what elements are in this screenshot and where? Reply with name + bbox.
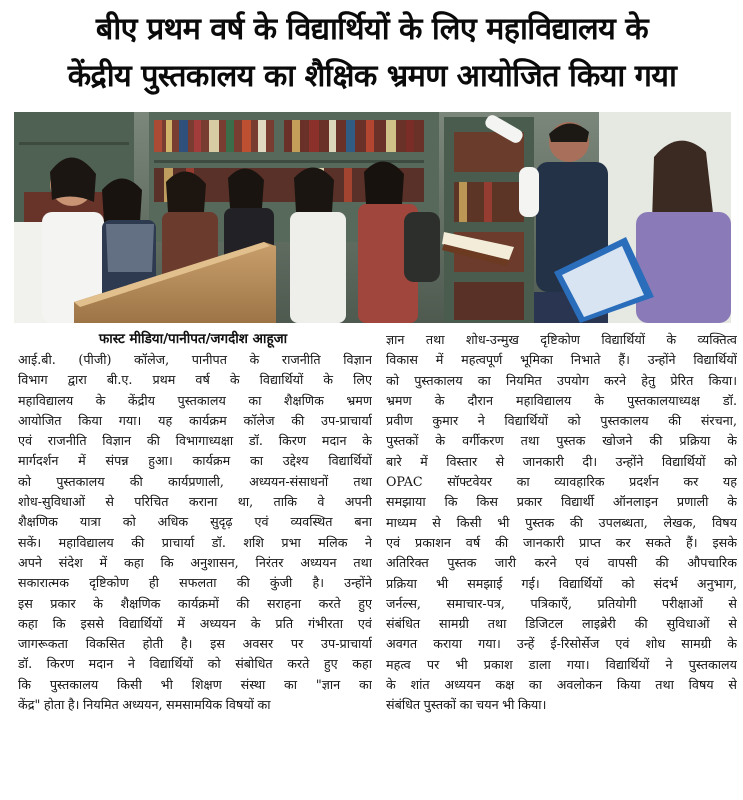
article-text-line: आयोजित किया गया। यह कार्यक्रम कॉलेज की उप-प्राचार्या xyxy=(18,412,372,428)
library-visit-photo xyxy=(14,112,731,323)
article-text-line: अपने संदेश में कहा कि अनुशासन, निरंतर अध्ययन तथा xyxy=(18,554,372,570)
article-text-line: डॉ. किरण मदान ने विद्यार्थियों को संबोधित करते हुए कहा xyxy=(18,656,372,672)
article-text-line: जागरूकता विकसित होती है। इस अवसर पर उप-प्राचार्या xyxy=(18,636,372,652)
article-text-line: एवं राजनीति विज्ञान की विभागाध्यक्षा डॉ. किरण मदान के xyxy=(18,433,372,449)
byline: फास्ट मीडिया/पानीपत/जगदीश आहूजा xyxy=(98,331,288,347)
article-text-line: ज्ञान तथा शोध-उन्मुख दृष्टिकोण विद्यार्थियों के व्यक्तित्व xyxy=(386,332,737,347)
article-text-line: कि पुस्तकालय किसी भी शिक्षण संस्था का "ज्ञान का xyxy=(18,676,372,692)
article-text-line: के शांत अध्ययन कक्ष का अवलोकन किया तथा विषय से xyxy=(386,677,737,693)
article-text-line: केंद्र" होता है। नियमित अध्ययन, समसामयिक विषयों का xyxy=(18,697,271,713)
article-text-line: को पुस्तकालय का नियमित उपयोग करने हेतु प्रेरित किया। xyxy=(386,372,737,388)
article-text-line: माध्यम से किसी भी पुस्तक की उपलब्धता, लेखक, विषय xyxy=(386,514,737,530)
article-text-line: संबंधित पुस्तकों का चयन भी किया। xyxy=(386,697,547,713)
article-text-line: जर्नल्स, समाचार-पत्र, पत्रिकाएँ, प्रतियोगी परीक्षाओं से xyxy=(386,595,737,611)
article-text-line: विकास में महत्वपूर्ण भूमिका निभाते हैं। उन्होंने विद्यार्थियों xyxy=(386,352,737,368)
article-column-1 xyxy=(18,350,372,715)
article-text-line: समझाया कि किस प्रकार विद्यार्थी ऑनलाइन प्रणाली के xyxy=(386,494,737,510)
article-text-line: एवं प्रकाशन वर्ष की जानकारी प्राप्त कर सकते हैं। इसके xyxy=(386,534,737,550)
article-text-line: अतिरिक्त पुस्तक जारी करने एवं वापसी की औपचारिक xyxy=(386,555,737,571)
article-text-line: सकें। महाविद्यालय की प्राचार्या डॉ. शशि प्रभा मलिक ने xyxy=(18,534,372,550)
article-text-line: विभाग द्वारा बी.ए. प्रथम वर्ष के विद्यार्थियों के लिए xyxy=(18,372,372,388)
article-text-line: सकारात्मक दृष्टिकोण ही सफलता की कुंजी है। उन्होंने xyxy=(18,575,372,591)
article-text-line: को पुस्तकालय की कार्यप्रणाली, अध्ययन-संसाधनों तथा xyxy=(18,473,372,489)
news-photo xyxy=(14,112,731,323)
article-text-line: OPAC सॉफ्टवेयर का व्यावहारिक प्रदर्शन कर यह xyxy=(386,474,737,490)
article-text-line: शैक्षणिक यात्रा को अधिक सुदृढ़ एवं व्यवस्थित बना xyxy=(18,514,372,530)
article-text-line: प्रवीण कुमार ने विद्यार्थियों को पुस्तकालय की संरचना, xyxy=(386,413,737,429)
article-text-line: अवगत कराया गया। उन्हें ई-रिसोर्सेज एवं शोध सामग्री के xyxy=(386,636,737,652)
article-text-line: बारे में विस्तार से जानकारी दी। उन्होंने विद्यार्थियों को xyxy=(386,453,737,469)
article-text-line: भ्रमण के दौरान महाविद्यालय के पुस्तकालयाध्यक्ष डॉ. xyxy=(386,392,737,408)
article-text-line: महाविद्यालय के केंद्रीय पुस्तकालय का शैक्षणिक भ्रमण xyxy=(18,392,372,408)
article-headline xyxy=(8,6,736,102)
article-text-line: संबंधित सामग्री तथा डिजिटल लाइब्रेरी की सुविधाओं से xyxy=(386,616,737,632)
article-text-line: मार्गदर्शन में संपन्न हुआ। कार्यक्रम का उद्देश्य विद्यार्थियों xyxy=(18,453,372,469)
article-text-line: शोध-सुविधाओं से परिचित कराना था, ताकि वे अपनी xyxy=(18,494,372,510)
headline-line-1: बीए प्रथम वर्ष के विद्यार्थियों के लिए महाविद्यालय के xyxy=(95,12,649,47)
article-text-line: प्रक्रिया भी समझाई गई। विद्यार्थियों को संदर्भ अनुभाग, xyxy=(386,575,737,591)
headline-line-2: केंद्रीय पुस्तकालय का शैक्षिक भ्रमण आयोजित किया गया xyxy=(67,59,677,94)
article-text-line: आई.बी. (पीजी) कॉलेज, पानीपत के राजनीति विज्ञान xyxy=(18,352,372,367)
article-text-line: कहा कि इससे विद्यार्थियों में अध्ययन के प्रति गंभीरता एवं xyxy=(18,615,372,631)
article-text-line: इस प्रकार के शैक्षणिक कार्यक्रमों की सराहना करते हुए xyxy=(18,595,372,611)
article-column-2 xyxy=(386,330,737,716)
article-text-line: महत्व पर भी प्रकाश डाला गया। विद्यार्थियों ने पुस्तकालय xyxy=(386,656,737,672)
article-text-line: पुस्तकों के वर्गीकरण तथा पुस्तक खोजने की प्रक्रिया के xyxy=(386,433,737,449)
